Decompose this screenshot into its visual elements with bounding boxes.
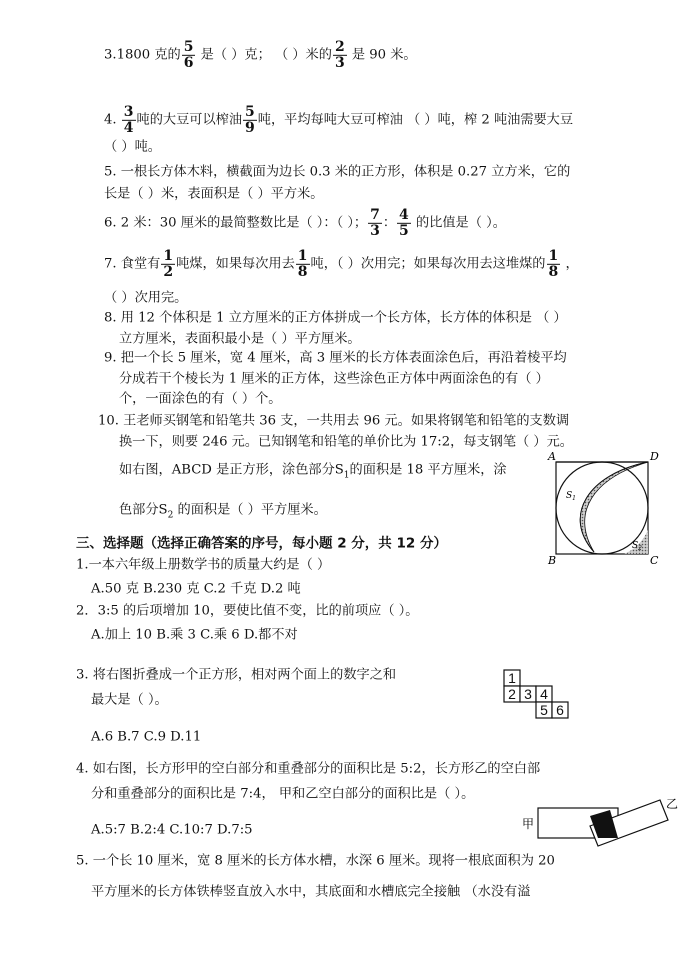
fraction-denominator: 8 xyxy=(297,263,308,280)
text-run: 3.1800 克的 xyxy=(104,47,181,63)
text-line xyxy=(91,787,474,800)
text-run: 最大是（ ）。 xyxy=(91,692,168,708)
fraction-numerator: 5 xyxy=(245,103,255,120)
text-run: 5. 一个长 10 厘米，宽 8 厘米的长方体水槽，水深 6 厘米。现将一根底面积为 20 xyxy=(76,853,555,869)
text-run: 如右图，ABCD 是正方形，涂色部分S xyxy=(119,462,344,478)
text-line xyxy=(76,604,419,617)
subscript: 1 xyxy=(343,470,350,481)
fraction xyxy=(161,249,175,279)
text-line xyxy=(104,311,567,324)
text-line xyxy=(104,351,567,364)
text-run: 色部分S xyxy=(119,502,168,518)
text-run: A.加上 10 B.乘 3 C.乘 6 D.都不对 xyxy=(91,627,298,643)
fraction-numerator: 7 xyxy=(370,206,380,223)
fraction-numerator: 1 xyxy=(163,247,174,264)
label-s1: $S_1$ xyxy=(566,491,576,502)
text-run: 是 90 米。 xyxy=(347,47,417,63)
text-line xyxy=(119,504,327,521)
label-yi: 乙 xyxy=(666,797,679,811)
fraction-numerator: 1 xyxy=(297,247,308,264)
net-face-2: 2 xyxy=(508,686,516,702)
text-line xyxy=(91,693,168,706)
fraction-numerator: 1 xyxy=(548,247,559,264)
text-line xyxy=(91,628,298,641)
text-line xyxy=(104,40,417,70)
fraction-denominator: 8 xyxy=(548,263,559,280)
text-run: 2．3:5 的后项增加 10，要使比值不变，比的前项应（ ）。 xyxy=(76,603,419,619)
fraction-numerator: 4 xyxy=(399,206,409,223)
text-line xyxy=(91,730,201,743)
text-line xyxy=(119,332,361,345)
text-run: 的面积是（ ）平方厘米。 xyxy=(173,502,327,518)
text-run: 4. 如右图，长方形甲的空白部分和重叠部分的面积比是 5:2，长方形乙的空白部 xyxy=(76,761,541,777)
fraction-denominator: 6 xyxy=(183,54,194,71)
text-run: 换一下，则要 246 元。已知钢笔和铅笔的单价比为 17:2，每支钢笔（ ）元。 xyxy=(119,434,573,450)
label-a: A xyxy=(548,450,556,463)
text-run: 个，一面涂色的有（ ）个。 xyxy=(119,391,282,407)
fraction xyxy=(368,208,382,238)
square-circle-figure xyxy=(548,450,659,568)
text-line xyxy=(104,187,323,200)
label-s2: $S_2$ xyxy=(632,541,642,552)
label-c: C xyxy=(650,554,659,567)
text-line xyxy=(119,372,549,385)
text-line xyxy=(119,464,507,481)
text-line xyxy=(76,558,330,571)
text-run: 8. 用 12 个体积是 1 立方厘米的正方体拼成一个长方体，长方体的体积是 （ ） xyxy=(104,310,567,326)
text-run: ， xyxy=(561,256,579,272)
text-run: A.6 B.7 C.9 D.11 xyxy=(91,729,202,745)
text-line xyxy=(91,885,530,898)
text-line xyxy=(104,105,573,135)
text-run: （ ）次用完。 xyxy=(104,290,188,306)
text-run: A.5:7 B.2:4 C.10:7 D.7:5 xyxy=(91,822,253,838)
text-run: 长是（ ）米，表面积是（ ）平方米。 xyxy=(104,186,324,202)
net-face-4: 4 xyxy=(540,686,548,702)
text-run: 4. xyxy=(104,112,121,128)
text-run: 三、选择题（选择正确答案的序号，每小题 2 分，共 12 分） xyxy=(76,535,447,552)
text-run: 10. 王老师买钢笔和铅笔共 36 支，一共用去 96 元。如果将钢笔和铅笔的支数调 xyxy=(98,413,570,429)
text-run: ： xyxy=(382,215,397,231)
text-run: 立方厘米，表面积最小是（ ）平方厘米。 xyxy=(119,331,361,347)
text-line xyxy=(104,165,570,178)
net-face-5: 5 xyxy=(540,702,548,718)
text-line xyxy=(104,140,161,153)
label-b: B xyxy=(548,554,557,567)
section-heading xyxy=(76,537,447,551)
fraction-numerator: 2 xyxy=(334,38,345,55)
net-face-1: 1 xyxy=(508,670,516,686)
text-run: 3. 将右图折叠成一个正方形，相对两个面上的数字之和 xyxy=(76,667,397,683)
text-line xyxy=(76,762,540,775)
text-line xyxy=(119,435,573,448)
overlap-rectangles-figure xyxy=(510,786,685,846)
text-run: 1.一本六年级上册数学书的质量大约是（ ） xyxy=(76,557,331,573)
text-run: 吨，平均每吨大豆可榨油 （ ）吨，榨 2 吨油需要大豆 xyxy=(257,112,574,128)
text-line xyxy=(91,582,301,595)
text-line xyxy=(104,249,579,279)
fraction xyxy=(182,40,196,70)
fraction-denominator: 3 xyxy=(370,222,380,239)
text-line xyxy=(98,414,569,427)
text-run: 分和重叠部分的面积比是 7:4， 甲和乙空白部分的面积比是（ ）。 xyxy=(91,786,475,802)
text-run: A.50 克 B.230 克 C.2 千克 D.2 吨 xyxy=(91,581,301,597)
label-jia: 甲 xyxy=(522,817,535,831)
subscript: 2 xyxy=(167,510,174,521)
text-run: 吨煤，如果每次用去 xyxy=(176,256,295,272)
fraction xyxy=(122,105,136,135)
text-line xyxy=(76,854,555,867)
text-run: 6. 2 米：30 厘米的最简整数比是（ ）：（ ）； xyxy=(104,215,368,231)
text-run: 的面积是 18 平方厘米，涂 xyxy=(349,462,507,478)
text-line xyxy=(119,392,281,405)
text-line xyxy=(76,668,396,681)
fraction-numerator: 3 xyxy=(123,103,134,120)
fraction-denominator: 2 xyxy=(163,263,174,280)
fraction-numerator: 5 xyxy=(183,38,194,55)
text-run: （ ）吨。 xyxy=(104,139,161,155)
fraction-denominator: 3 xyxy=(334,54,345,71)
text-line xyxy=(91,823,253,836)
text-run: 吨，（ ）次用完；如果每次用去这堆煤的 xyxy=(310,256,546,272)
label-d: D xyxy=(650,450,659,463)
fraction xyxy=(547,249,561,279)
text-run: 吨的大豆可以榨油 xyxy=(136,112,243,128)
net-face-6: 6 xyxy=(556,702,564,718)
text-run: 7. 食堂有 xyxy=(104,256,161,272)
fraction-denominator: 4 xyxy=(123,119,134,136)
text-run: 的比值是（ ）。 xyxy=(411,215,506,231)
fraction xyxy=(296,249,310,279)
text-run: 平方厘米的长方体铁棒竖直放入水中，其底面和水槽底完全接触 （水没有溢 xyxy=(91,884,531,900)
fraction xyxy=(397,208,411,238)
fraction xyxy=(333,40,347,70)
net-face-3: 3 xyxy=(524,686,532,702)
fraction xyxy=(243,105,257,135)
text-run: 是（ ）克； （ ）米的 xyxy=(196,47,332,63)
fraction-denominator: 5 xyxy=(399,222,409,239)
text-run: 9. 把一个长 5 厘米，宽 4 厘米，高 3 厘米的长方体表面涂色后，再沿着棱平均 xyxy=(104,350,567,366)
text-run: 分成若干个棱长为 1 厘米的正方体，这些涂色正方体中两面涂色的有（ ） xyxy=(119,371,549,387)
fraction-denominator: 9 xyxy=(245,119,255,136)
cube-net-figure xyxy=(500,668,574,728)
text-line xyxy=(104,208,506,238)
text-line xyxy=(104,291,187,304)
text-run: 5. 一根长方体木料，横截面为边长 0.3 米的正方形，体积是 0.27 立方米，它的 xyxy=(104,164,571,180)
